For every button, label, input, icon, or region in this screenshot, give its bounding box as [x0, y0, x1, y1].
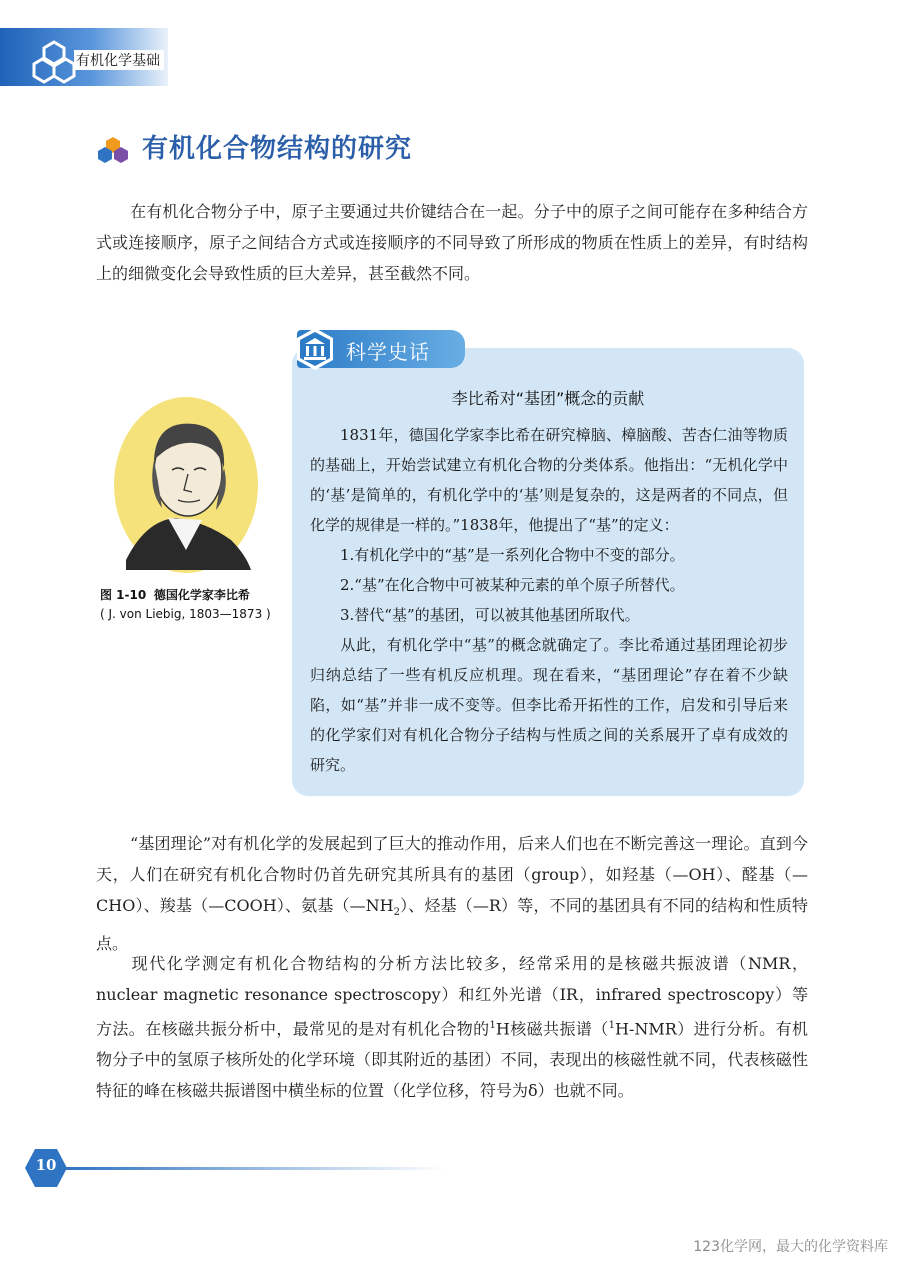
- section-bullet-icon: [96, 136, 130, 164]
- list-item: 3.替代“基”的基团，可以被其他基团所取代。: [340, 606, 640, 624]
- museum-icon: [292, 326, 338, 372]
- figure-caption: [100, 586, 286, 624]
- box-paragraph-2: 从此，有机化学中“基”的概念就确定了。李比希通过基团理论初步归纳总结了一些有机反应机理。现在看来，“基团理论”存在着不少缺陷，如“基”并非一成不变等。但李比希开拓性的工作，启发和引导后来的化学家们对有机化合物分子结构与性质之间的关系展开了卓有成效的研究。: [310, 636, 788, 774]
- book-title: 有机化学基础: [74, 50, 164, 70]
- figure-caption-dates: ( J. von Liebig, 1803—1873 ): [100, 607, 271, 621]
- group-theory-paragraph: “基团理论”对有机化学的发展起到了巨大的推动作用，后来人们也在不断完善这一理论。直到今天，人们在研究有机化合物时仍首先研究其所具有的基团（group），如羟基（—OH）、醛基（—CHO）、羧基（—COOH）、氨基$(—NH_2)$、烃基（—R）等，不同的基团具有不同的结构和性质特点。: [96, 834, 808, 954]
- nmr-paragraph: 现代化学测定有机化合物结构的分析方法比较多，经常采用的是核磁共振波谱（NMR，nuclear magnetic resonance spectroscopy）和红外光谱（IR，infrared spectroscopy）等方法。在核磁共振分析中，最常见的是对有机化合物的$^1$H核磁共振谱（$^1$H-NMR）进行分析。有机物分子中的氢原子核所处的化学环境（即其附近的基团）不同，表现出的核磁性就不同，代表核磁性特征的峰在核磁共振谱图中横坐标的位置（化学位移，符号为δ）也就不同。: [96, 954, 808, 1101]
- box-title: 李比希对“基团”概念的贡献: [451, 389, 645, 408]
- figure-label: 图 1-10: [100, 588, 147, 602]
- figure-caption-text: 德国化学家李比希: [153, 588, 250, 602]
- footer-rule: [66, 1167, 446, 1170]
- intro-paragraph: 在有机化合物分子中，原子主要通过共价键结合在一起。分子中的原子之间可能存在多种结合方式或连接顺序，原子之间结合方式或连接顺序的不同导致了所形成的物质在性质上的差异，有时结构上的细微变化会导致性质的巨大差异，甚至截然不同。: [96, 202, 808, 283]
- section-title: 有机化合物结构的研究: [142, 134, 413, 164]
- liebig-portrait: [106, 390, 276, 580]
- science-history-label: 科学史话: [346, 340, 430, 364]
- box-body: [310, 420, 788, 780]
- page-number: 10: [35, 1156, 57, 1174]
- box-paragraph-1: 1831年，德国化学家李比希在研究樟脑、樟脑酸、苦杏仁油等物质的基础上，开始尝试建立有机化合物的分类体系。他指出：“无机化学中的‘基’是简单的，有机化学中的‘基’则是复杂的，这是两者的不同点，但化学的规律是一样的。”1838年，他提出了“基”的定义：: [310, 426, 788, 534]
- hexagon-logo-icon: [32, 40, 76, 84]
- list-item: 2.“基”在化合物中可被某种元素的单个原子所替代。: [340, 576, 685, 594]
- list-item: 1.有机化学中的“基”是一系列化合物中不变的部分。: [340, 546, 685, 564]
- watermark: 123化学网，最大的化学资料库: [693, 1239, 888, 1255]
